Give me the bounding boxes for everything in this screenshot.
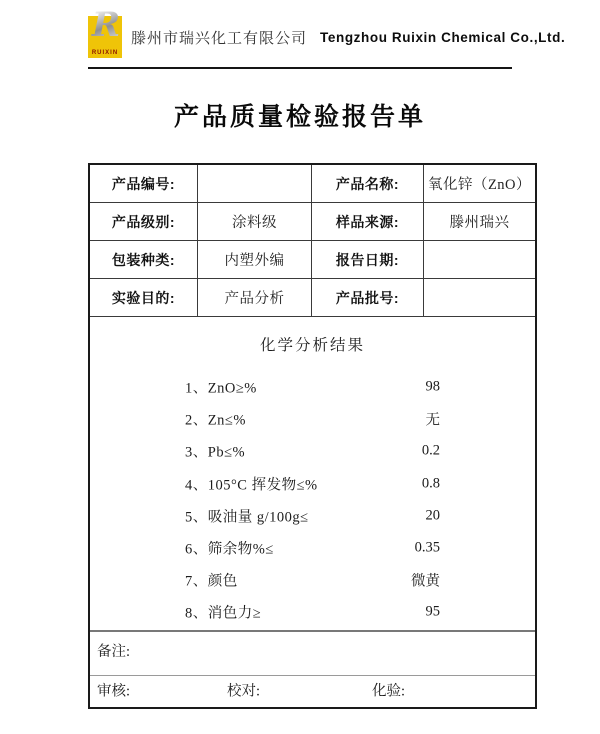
report-table bbox=[88, 163, 537, 709]
list-item bbox=[90, 403, 535, 435]
report-date-label: 报告日期: bbox=[335, 251, 400, 268]
analysis-item-value: 95 bbox=[425, 603, 440, 620]
logo-brand-text: RUIXIN bbox=[91, 50, 119, 56]
product-grade-value: 涂料级 bbox=[232, 215, 277, 231]
list-item bbox=[90, 596, 535, 628]
batch-number-label: 产品批号: bbox=[335, 289, 400, 306]
analysis-item-label: 5、吸油量 g/100g≤ bbox=[185, 509, 309, 526]
analysis-item-value: 0.2 bbox=[421, 442, 440, 459]
analysis-item-label: 8、消色力≥ bbox=[185, 605, 262, 622]
table-row bbox=[90, 203, 535, 241]
list-item bbox=[90, 371, 535, 403]
package-type-value: 内塑外编 bbox=[224, 253, 285, 269]
table-row bbox=[90, 165, 535, 203]
remarks-label: 备注: bbox=[97, 644, 131, 660]
assayer-label: 化验: bbox=[372, 683, 406, 700]
company-name-chinese: 滕州市瑞兴化工有限公司 bbox=[131, 30, 308, 47]
table-row bbox=[90, 279, 535, 317]
remarks-row bbox=[90, 632, 535, 676]
analysis-item-label: 2、Zn≤% bbox=[185, 412, 246, 429]
company-logo bbox=[88, 5, 122, 58]
test-purpose-label: 实验目的: bbox=[111, 289, 176, 306]
product-code-label: 产品编号: bbox=[111, 175, 176, 192]
test-purpose-value: 产品分析 bbox=[224, 291, 285, 307]
package-type-label: 包装种类: bbox=[111, 251, 176, 268]
logo-r-glyph: R bbox=[89, 8, 123, 42]
analysis-item-value: 20 bbox=[425, 507, 440, 524]
analysis-item-value: 0.8 bbox=[421, 475, 440, 492]
proofreader-label: 校对: bbox=[227, 683, 261, 700]
product-name-label: 产品名称: bbox=[335, 175, 400, 192]
analysis-item-label: 4、105°C 挥发物≤% bbox=[185, 477, 318, 494]
analysis-item-value: 98 bbox=[425, 378, 440, 395]
sample-source-label: 样品来源: bbox=[335, 213, 400, 230]
brand-header bbox=[88, 5, 566, 60]
analysis-heading: 化学分析结果 bbox=[259, 337, 365, 354]
sample-source-value: 滕州瑞兴 bbox=[449, 215, 510, 231]
list-item bbox=[90, 532, 535, 564]
list-item bbox=[90, 500, 535, 532]
analysis-item-label: 1、ZnO≥% bbox=[185, 380, 257, 397]
page-title: 产品质量检验报告单 bbox=[173, 103, 426, 131]
product-grade-label: 产品级别: bbox=[111, 213, 176, 230]
list-item bbox=[90, 435, 535, 467]
table-row bbox=[90, 241, 535, 279]
analysis-item-value: 微黄 bbox=[411, 573, 440, 590]
product-name-value: 氧化锌（ZnO） bbox=[427, 177, 532, 193]
analysis-item-label: 3、Pb≤% bbox=[185, 444, 246, 461]
list-item bbox=[90, 468, 535, 500]
header-divider-line bbox=[88, 67, 512, 69]
list-item bbox=[90, 564, 535, 596]
analysis-section bbox=[90, 317, 535, 632]
analysis-item-value: 0.35 bbox=[414, 539, 440, 556]
signoff-row bbox=[90, 676, 535, 704]
company-name-english: Tengzhou Ruixin Chemical Co.,Ltd. bbox=[320, 29, 566, 45]
analysis-item-value: 无 bbox=[425, 412, 440, 429]
analysis-item-label: 6、筛余物%≤ bbox=[185, 541, 274, 558]
analysis-item-label: 7、颜色 bbox=[185, 573, 238, 590]
reviewer-label: 审核: bbox=[97, 683, 131, 700]
analysis-items-list bbox=[90, 371, 535, 629]
